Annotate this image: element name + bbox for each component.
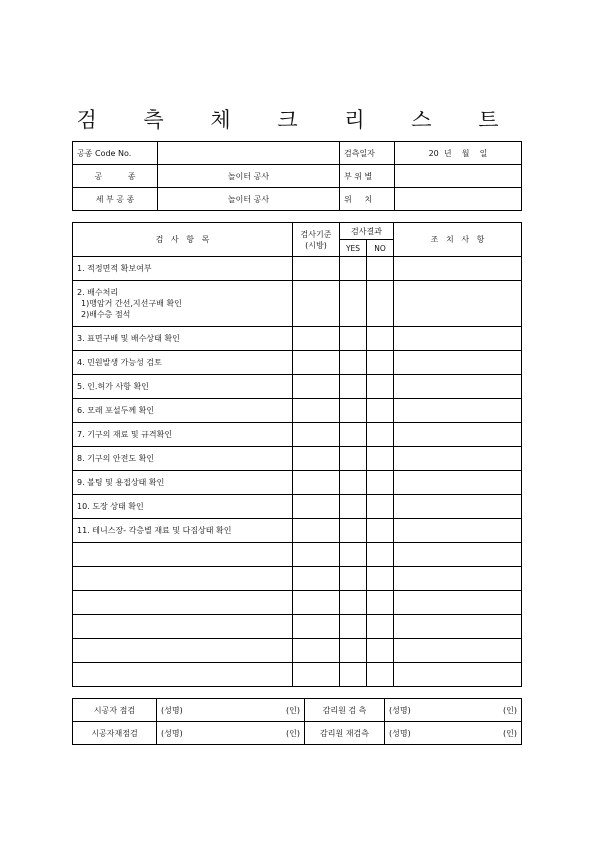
table-row bbox=[73, 615, 522, 639]
check-item-label: 6. 모래 포설두께 확인 bbox=[77, 406, 155, 415]
check-item-label: 7. 기구의 재료 및 규격확인 bbox=[77, 430, 173, 439]
no-cell[interactable] bbox=[367, 399, 394, 423]
table-row bbox=[73, 543, 522, 567]
check-item bbox=[73, 615, 293, 639]
yes-cell[interactable] bbox=[340, 663, 367, 687]
action-cell[interactable] bbox=[394, 447, 522, 471]
supervisor-check-sign[interactable] bbox=[385, 699, 522, 722]
check-item-label: 4. 민원발생 가능성 검토 bbox=[77, 358, 162, 367]
table-row bbox=[73, 567, 522, 591]
header-action: 조 치 사 항 bbox=[394, 223, 522, 257]
check-item-label: 5. 인.허가 사항 확인 bbox=[77, 382, 149, 391]
action-cell[interactable] bbox=[394, 663, 522, 687]
standard-cell[interactable] bbox=[293, 663, 340, 687]
standard-cell[interactable] bbox=[293, 495, 340, 519]
seal-label: (인) bbox=[503, 728, 517, 738]
action-cell[interactable] bbox=[394, 375, 522, 399]
standard-cell[interactable] bbox=[293, 543, 340, 567]
loc-value[interactable] bbox=[395, 188, 522, 211]
name-label: (성명) bbox=[161, 728, 183, 738]
action-cell[interactable] bbox=[394, 639, 522, 663]
standard-cell[interactable] bbox=[293, 327, 340, 351]
yes-cell[interactable] bbox=[340, 327, 367, 351]
no-cell[interactable] bbox=[367, 543, 394, 567]
yes-cell[interactable] bbox=[340, 351, 367, 375]
table-row bbox=[73, 663, 522, 687]
code-value[interactable] bbox=[158, 142, 340, 165]
contractor-recheck-sign[interactable] bbox=[157, 722, 305, 745]
yes-cell[interactable] bbox=[340, 281, 367, 327]
no-cell[interactable] bbox=[367, 495, 394, 519]
no-cell[interactable] bbox=[367, 447, 394, 471]
yes-cell[interactable] bbox=[340, 591, 367, 615]
action-cell[interactable] bbox=[394, 615, 522, 639]
check-item-label: 9. 볼팅 및 용접상태 확인 bbox=[77, 478, 165, 487]
table-row bbox=[73, 519, 522, 543]
action-cell[interactable] bbox=[394, 281, 522, 327]
no-cell[interactable] bbox=[367, 519, 394, 543]
check-item-label: 10. 도장 상태 확인 bbox=[77, 502, 144, 511]
contractor-check-sign[interactable] bbox=[157, 699, 305, 722]
table-row bbox=[73, 281, 522, 327]
yes-cell[interactable] bbox=[340, 519, 367, 543]
no-cell[interactable] bbox=[367, 567, 394, 591]
standard-cell[interactable] bbox=[293, 567, 340, 591]
yes-cell[interactable] bbox=[340, 615, 367, 639]
yes-cell[interactable] bbox=[340, 471, 367, 495]
standard-cell[interactable] bbox=[293, 375, 340, 399]
work-value[interactable]: 놀이터 공사 bbox=[158, 165, 340, 188]
seal-label: (인) bbox=[503, 705, 517, 715]
yes-cell[interactable] bbox=[340, 375, 367, 399]
standard-cell[interactable] bbox=[293, 423, 340, 447]
loc-label: 위 치 bbox=[340, 188, 395, 211]
action-cell[interactable] bbox=[394, 351, 522, 375]
page-title: 검 측 체 크 리 스 트 bbox=[76, 108, 519, 132]
signature-table bbox=[72, 698, 522, 745]
part-value[interactable] bbox=[395, 165, 522, 188]
check-item bbox=[73, 471, 293, 495]
seal-label: (인) bbox=[286, 705, 300, 715]
check-item bbox=[73, 257, 293, 281]
check-item-label: 8. 기구의 안전도 확인 bbox=[77, 454, 155, 463]
table-row bbox=[73, 257, 522, 281]
yes-cell[interactable] bbox=[340, 399, 367, 423]
standard-cell[interactable] bbox=[293, 639, 340, 663]
action-cell[interactable] bbox=[394, 567, 522, 591]
standard-cell[interactable] bbox=[293, 591, 340, 615]
yes-cell[interactable] bbox=[340, 639, 367, 663]
action-cell[interactable] bbox=[394, 399, 522, 423]
yes-cell[interactable] bbox=[340, 257, 367, 281]
check-item bbox=[73, 375, 293, 399]
check-item bbox=[73, 639, 293, 663]
date-label: 검측일자 bbox=[340, 142, 395, 165]
contractor-check-label: 시공자 점검 bbox=[73, 699, 157, 722]
no-cell[interactable] bbox=[367, 351, 394, 375]
action-cell[interactable] bbox=[394, 519, 522, 543]
check-item bbox=[73, 591, 293, 615]
standard-cell[interactable] bbox=[293, 519, 340, 543]
detail-label: 세 부 공 종 bbox=[73, 188, 158, 211]
part-label: 부 위 별 bbox=[340, 165, 395, 188]
table-row bbox=[73, 423, 522, 447]
check-item bbox=[73, 423, 293, 447]
header-standard-sub: (시방) bbox=[305, 240, 327, 250]
info-table bbox=[72, 141, 522, 211]
standard-cell[interactable] bbox=[293, 447, 340, 471]
work-label: 공 종 bbox=[73, 165, 158, 188]
table-row bbox=[73, 495, 522, 519]
header-result: 검사결과 bbox=[340, 223, 394, 240]
standard-cell[interactable] bbox=[293, 399, 340, 423]
yes-cell[interactable] bbox=[340, 495, 367, 519]
action-cell[interactable] bbox=[394, 423, 522, 447]
no-cell[interactable] bbox=[367, 615, 394, 639]
contractor-recheck-label: 시공자재점검 bbox=[73, 722, 157, 745]
table-row bbox=[73, 399, 522, 423]
no-cell[interactable] bbox=[367, 257, 394, 281]
check-item bbox=[73, 567, 293, 591]
table-row bbox=[73, 639, 522, 663]
supervisor-recheck-label: 감리원 재검측 bbox=[305, 722, 385, 745]
header-item: 검 사 항 목 bbox=[73, 223, 293, 257]
table-row bbox=[73, 351, 522, 375]
check-item bbox=[73, 663, 293, 687]
supervisor-check-label: 감리원 검 측 bbox=[305, 699, 385, 722]
no-cell[interactable] bbox=[367, 375, 394, 399]
standard-cell[interactable] bbox=[293, 281, 340, 327]
header-standard bbox=[293, 223, 340, 257]
no-cell[interactable] bbox=[367, 591, 394, 615]
seal-label: (인) bbox=[286, 728, 300, 738]
check-item-label: 1. 적정면적 확보여부 bbox=[77, 264, 152, 273]
yes-cell[interactable] bbox=[340, 447, 367, 471]
header-standard-label: 검사기준 bbox=[300, 229, 332, 239]
standard-cell[interactable] bbox=[293, 351, 340, 375]
no-cell[interactable] bbox=[367, 281, 394, 327]
check-item bbox=[73, 495, 293, 519]
inspection-table bbox=[72, 222, 522, 687]
check-item bbox=[73, 399, 293, 423]
check-item-label: 11. 테니스장- 각층별 재료 및 다짐상태 확인 bbox=[77, 526, 232, 535]
header-yes: YES bbox=[340, 240, 367, 257]
name-label: (성명) bbox=[389, 705, 411, 715]
check-item bbox=[73, 519, 293, 543]
action-cell[interactable] bbox=[394, 257, 522, 281]
no-cell[interactable] bbox=[367, 471, 394, 495]
yes-cell[interactable] bbox=[340, 543, 367, 567]
table-row bbox=[73, 447, 522, 471]
no-cell[interactable] bbox=[367, 423, 394, 447]
action-cell[interactable] bbox=[394, 591, 522, 615]
supervisor-recheck-sign[interactable] bbox=[385, 722, 522, 745]
code-label: 공종 Code No. bbox=[73, 142, 158, 165]
check-item bbox=[73, 351, 293, 375]
yes-cell[interactable] bbox=[340, 567, 367, 591]
check-subitem-label: 2)배수층 점석 bbox=[81, 310, 131, 319]
action-cell[interactable] bbox=[394, 495, 522, 519]
check-item-label: 3. 표면구배 및 배수상태 확인 bbox=[77, 334, 180, 343]
check-item bbox=[73, 447, 293, 471]
standard-cell[interactable] bbox=[293, 615, 340, 639]
name-label: (성명) bbox=[389, 728, 411, 738]
table-row bbox=[73, 591, 522, 615]
no-cell[interactable] bbox=[367, 639, 394, 663]
date-value[interactable]: 20 년 월 일 bbox=[395, 142, 522, 165]
standard-cell[interactable] bbox=[293, 257, 340, 281]
table-row bbox=[73, 471, 522, 495]
standard-cell[interactable] bbox=[293, 471, 340, 495]
check-item-label: 2. 배수처리 bbox=[77, 288, 119, 297]
check-item bbox=[73, 327, 293, 351]
action-cell[interactable] bbox=[394, 327, 522, 351]
no-cell[interactable] bbox=[367, 663, 394, 687]
yes-cell[interactable] bbox=[340, 423, 367, 447]
table-row bbox=[73, 327, 522, 351]
check-item bbox=[73, 281, 293, 327]
table-row bbox=[73, 375, 522, 399]
name-label: (성명) bbox=[161, 705, 183, 715]
detail-value[interactable]: 놀이터 공사 bbox=[158, 188, 340, 211]
check-item bbox=[73, 543, 293, 567]
action-cell[interactable] bbox=[394, 471, 522, 495]
check-subitem-label: 1)맹암거 간선,지선구배 확인 bbox=[81, 299, 182, 308]
header-no: NO bbox=[367, 240, 394, 257]
action-cell[interactable] bbox=[394, 543, 522, 567]
no-cell[interactable] bbox=[367, 327, 394, 351]
